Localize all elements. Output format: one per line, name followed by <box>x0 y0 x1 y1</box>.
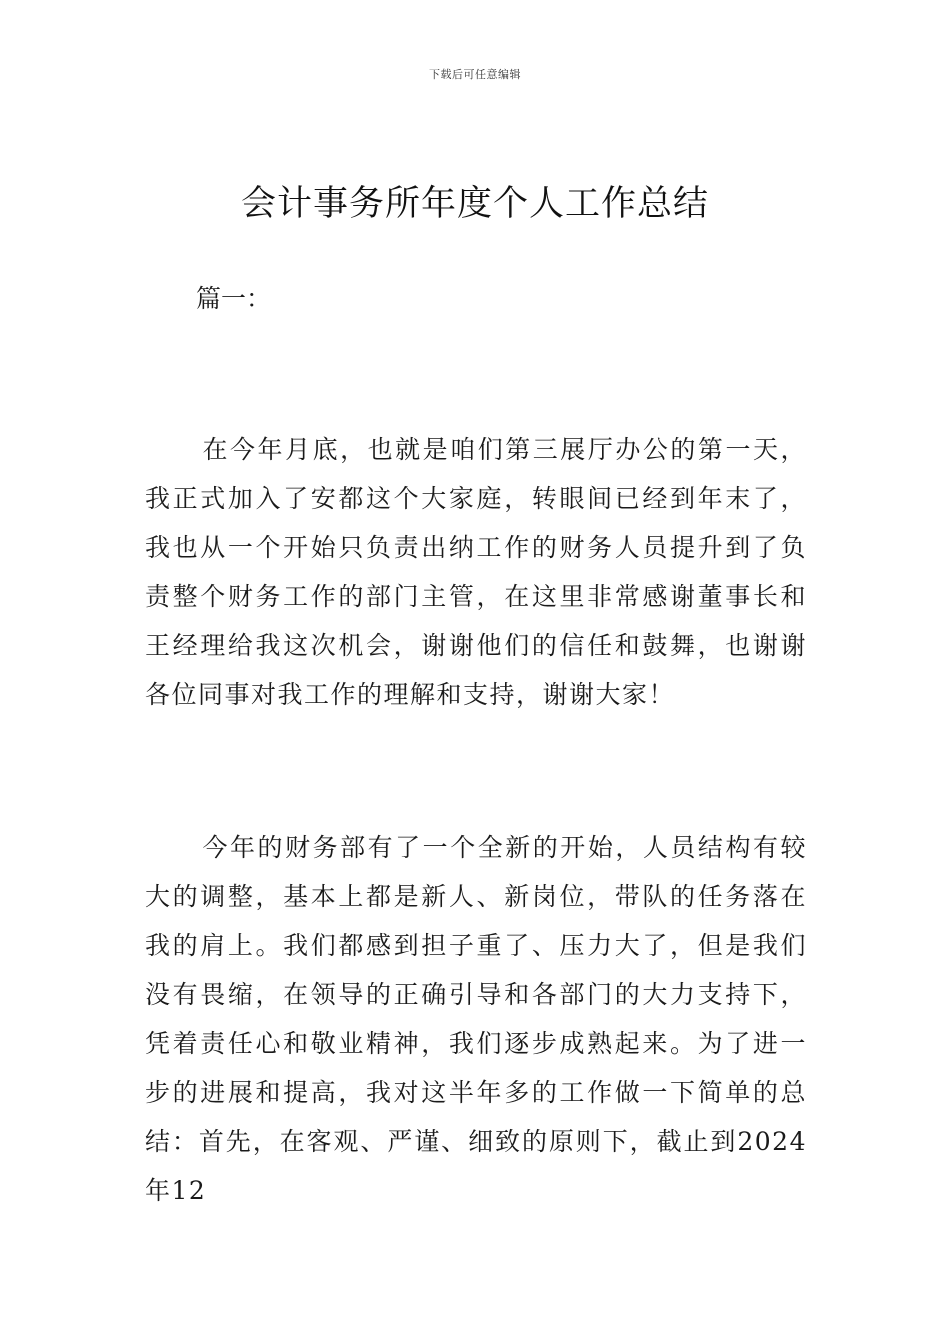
body-paragraph: 在今年月底，也就是咱们第三展厅办公的第一天，我正式加入了安都这个大家庭，转眼间已经到年末了，我也从一个开始只负责出纳工作的财务人员提升到了负责整个财务工作的部门主管，在这里非常感谢董事长和王经理给我这次机会，谢谢他们的信任和鼓舞，也谢谢各位同事对我工作的理解和支持，谢谢大家！ <box>145 435 807 709</box>
body-paragraph: 今年的财务部有了一个全新的开始，人员结构有较大的调整，基本上都是新人、新岗位，带队的任务落在我的肩上。我们都感到担子重了、压力大了，但是我们没有畏缩，在领导的正确引导和各部门的大力支持下，凭着责任心和敬业精神，我们逐步成熟起来。为了进一步的进展和提高，我对这半年多的工作做一下简单的总结：首先，在客观、严谨、细致的原则下，截止到2024年12 <box>145 833 807 1205</box>
document-title: 会计事务所年度个人工作总结 <box>240 184 709 224</box>
header-note: 下载后可任意编辑 <box>429 68 521 81</box>
section-label: 篇一： <box>196 284 272 313</box>
